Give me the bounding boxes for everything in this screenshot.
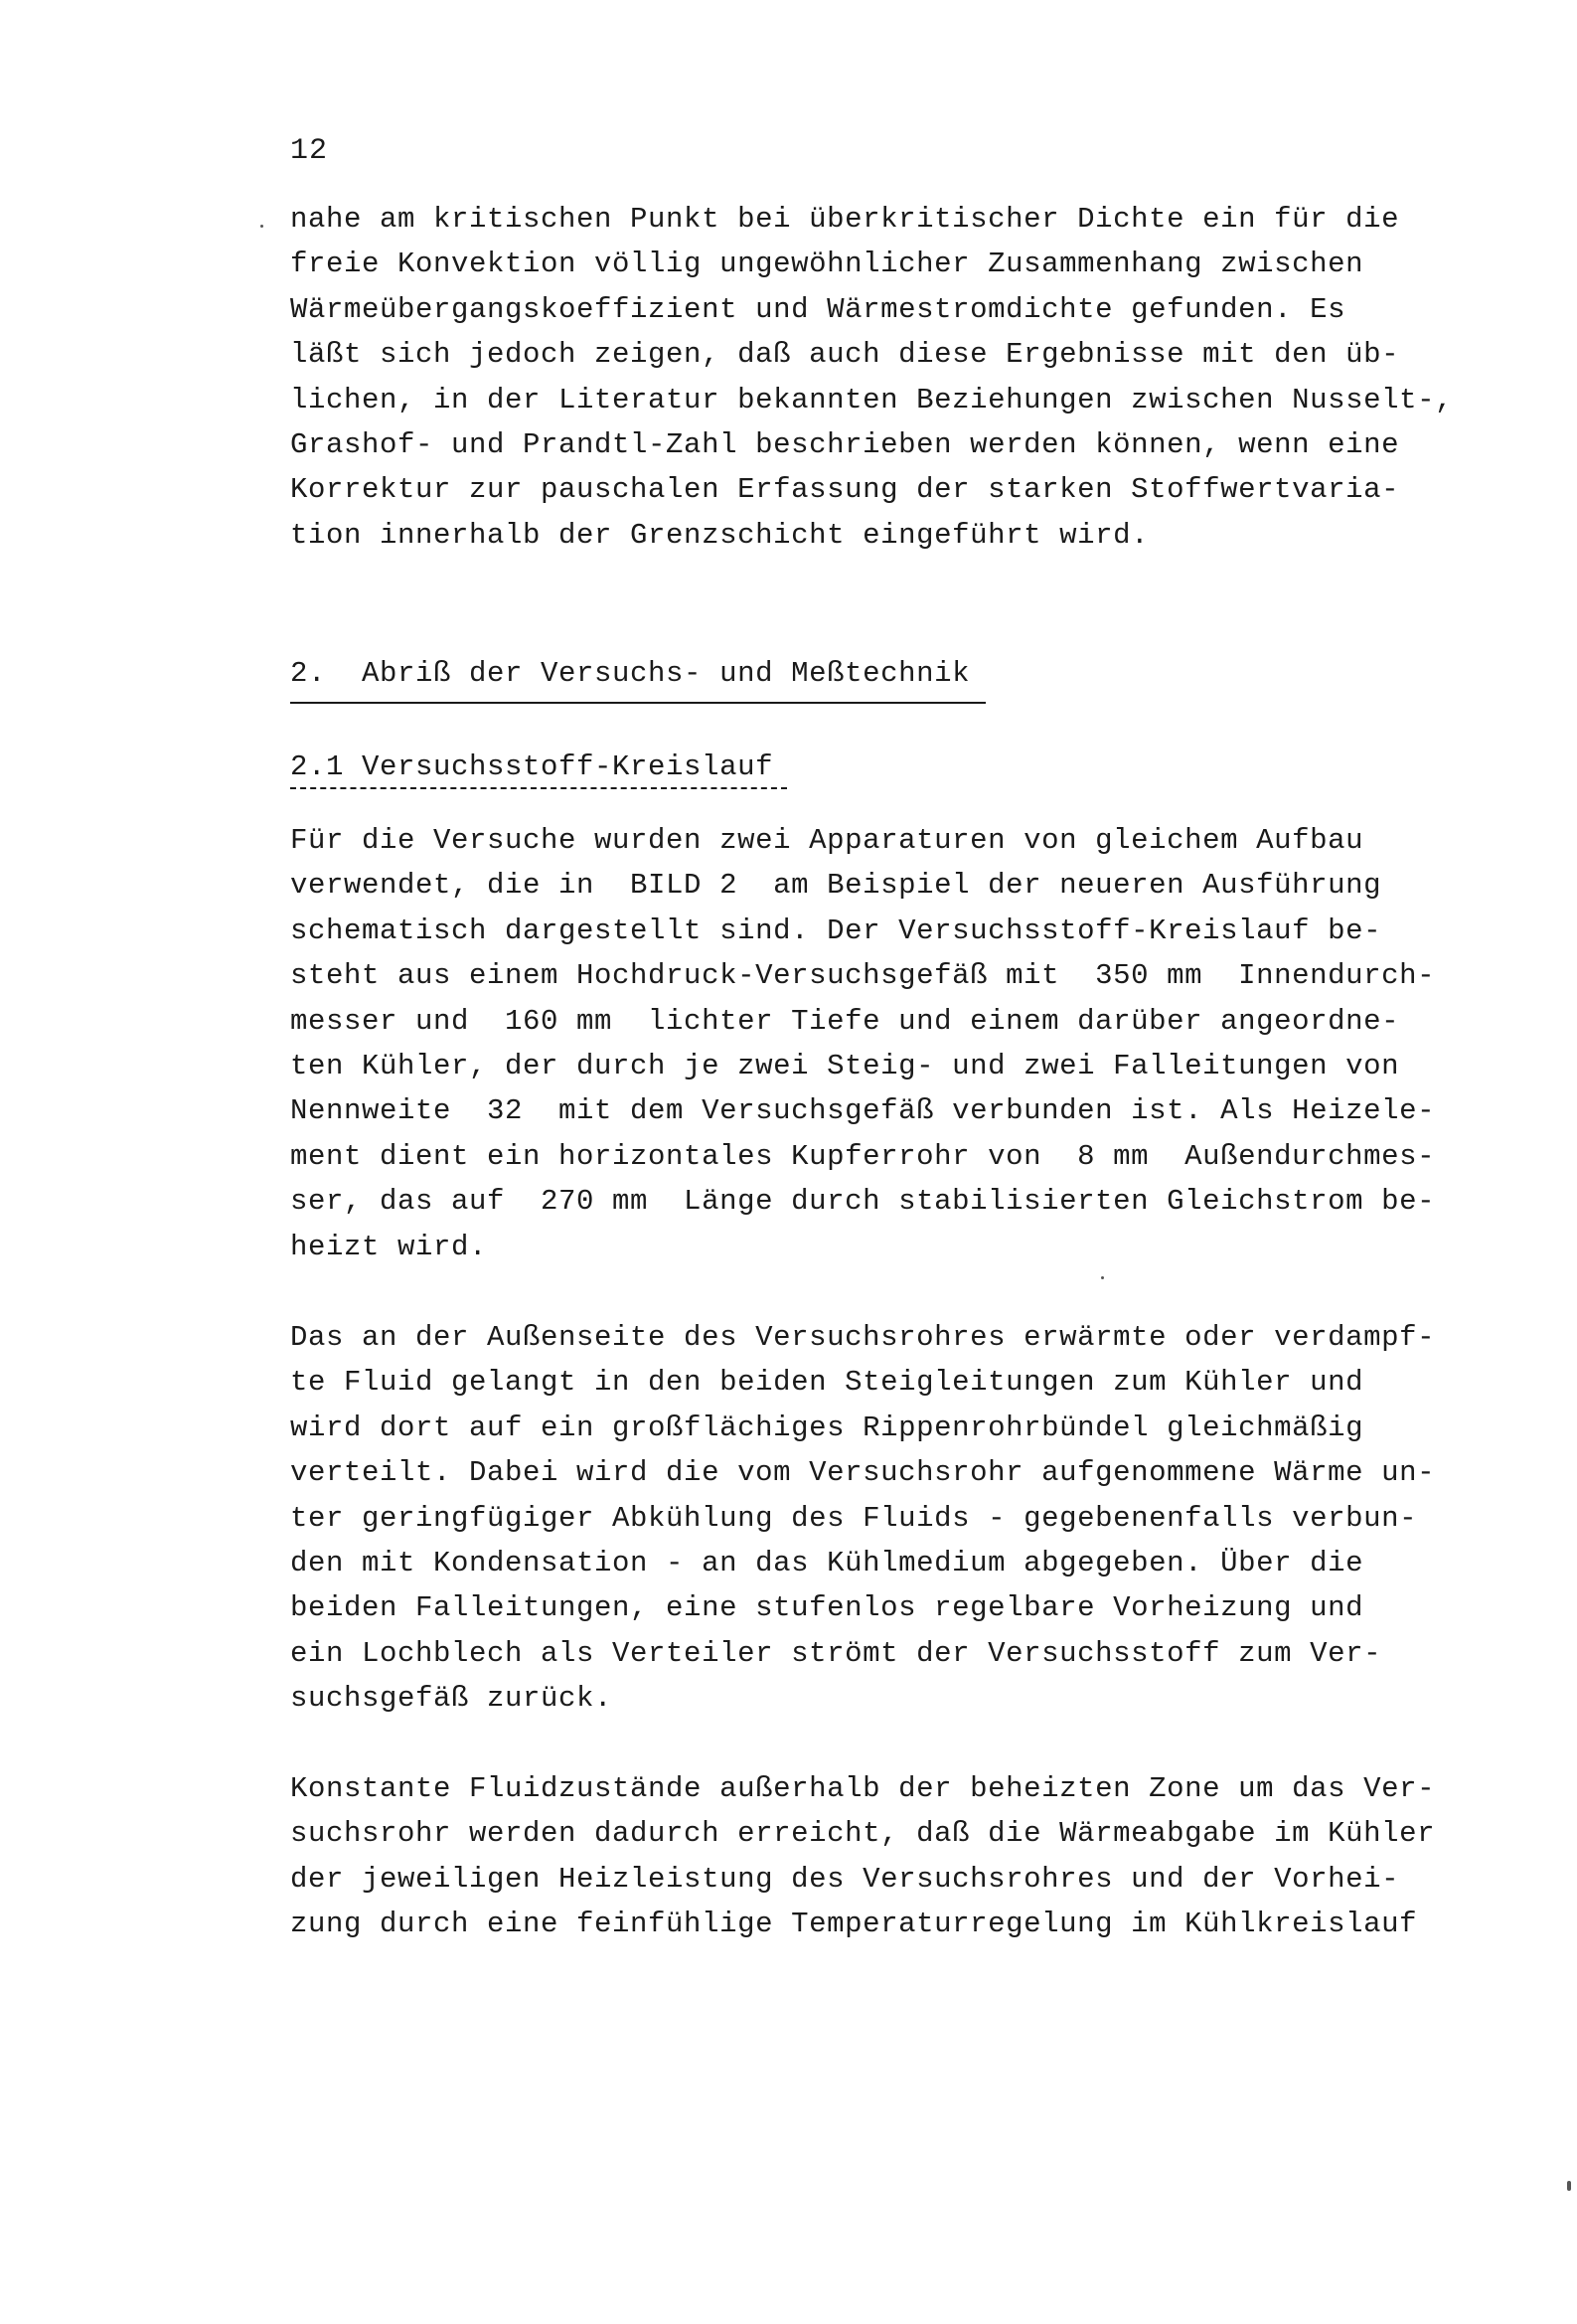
paragraph-2 xyxy=(290,818,1483,1269)
text-line: Nennweite 32 mit dem Versuchsgefäß verbunden ist. Als Heizele- xyxy=(290,1094,1436,1128)
text-line: messer und 160 mm lichter Tiefe und einem darüber angeordne- xyxy=(290,1004,1400,1038)
text-line: wird dort auf ein großflächiges Rippenrohrbündel gleichmäßig xyxy=(290,1411,1364,1444)
text-line: suchsrohr werden dadurch erreicht, daß die Wärmeabgabe im Kühler xyxy=(290,1817,1436,1851)
text-line: Korrektur zur pauschalen Erfassung der starken Stoffwertvaria- xyxy=(290,473,1400,507)
subsection-heading: 2.1 Versuchsstoff-Kreislauf xyxy=(290,750,774,783)
scan-speck xyxy=(260,225,263,228)
heading-underline xyxy=(290,702,986,704)
text-line: ter geringfügiger Abkühlung des Fluids - gegebenenfalls verbun- xyxy=(290,1501,1418,1535)
text-line: den mit Kondensation - an das Kühlmedium abgegeben. Über die xyxy=(290,1546,1364,1579)
paragraph-3 xyxy=(290,1315,1483,1722)
text-line: verteilt. Dabei wird die vom Versuchsrohr aufgenommene Wärme un- xyxy=(290,1456,1436,1490)
text-line: tion innerhalb der Grenzschicht eingeführt wird. xyxy=(290,518,1150,552)
text-line: der jeweiligen Heizleistung des Versuchsrohres und der Vorhei- xyxy=(290,1862,1400,1896)
text-line: steht aus einem Hochdruck-Versuchsgefäß mit 350 mm Innendurch- xyxy=(290,959,1436,993)
text-line: heizt wird. xyxy=(290,1230,488,1263)
text-line: zung durch eine feinfühlige Temperaturregelung im Kühlkreislauf xyxy=(290,1908,1418,1941)
text-line: ment dient ein horizontales Kupferrohr von 8 mm Außendurchmes- xyxy=(290,1139,1436,1173)
text-line: lichen, in der Literatur bekannten Beziehungen zwischen Nusselt-, xyxy=(290,383,1454,416)
text-line: suchsgefäß zurück. xyxy=(290,1682,613,1716)
paragraph-1 xyxy=(290,197,1483,558)
section-heading: 2. Abriß der Versuchs- und Meßtechnik xyxy=(290,657,971,690)
text-line: te Fluid gelangt in den beiden Steigleitungen zum Kühler und xyxy=(290,1366,1364,1400)
scan-speck xyxy=(1567,2181,1571,2191)
text-line: ein Lochblech als Verteiler strömt der Versuchsstoff zum Ver- xyxy=(290,1636,1382,1670)
text-line: Das an der Außenseite des Versuchsrohres erwärmte oder verdampf- xyxy=(290,1321,1436,1354)
text-line: ser, das auf 270 mm Länge durch stabilisierten Gleichstrom be- xyxy=(290,1185,1436,1219)
subheading-underline xyxy=(290,787,787,789)
text-line: Grashof- und Prandtl-Zahl beschrieben werden können, wenn eine xyxy=(290,427,1400,461)
text-line: verwendet, die in BILD 2 am Beispiel der neueren Ausführung xyxy=(290,869,1382,903)
page-number: 12 xyxy=(290,134,329,168)
text-line: nahe am kritischen Punkt bei überkritischer Dichte ein für die xyxy=(290,203,1400,236)
text-line: ten Kühler, der durch je zwei Steig- und zwei Falleitungen von xyxy=(290,1049,1400,1082)
paragraph-4 xyxy=(290,1766,1483,1947)
text-line: beiden Falleitungen, eine stufenlos regelbare Vorheizung und xyxy=(290,1591,1364,1625)
scan-speck xyxy=(1101,1276,1104,1279)
text-line: läßt sich jedoch zeigen, daß auch diese Ergebnisse mit den üb- xyxy=(290,338,1400,372)
text-line: Konstante Fluidzustände außerhalb der beheizten Zone um das Ver- xyxy=(290,1772,1436,1805)
text-line: Wärmeübergangskoeffizient und Wärmestromdichte gefunden. Es xyxy=(290,292,1346,326)
text-line: freie Konvektion völlig ungewöhnlicher Zusammenhang zwischen xyxy=(290,248,1364,281)
text-line: schematisch dargestellt sind. Der Versuchsstoff-Kreislauf be- xyxy=(290,913,1382,947)
text-line: Für die Versuche wurden zwei Apparaturen von gleichem Aufbau xyxy=(290,824,1364,857)
